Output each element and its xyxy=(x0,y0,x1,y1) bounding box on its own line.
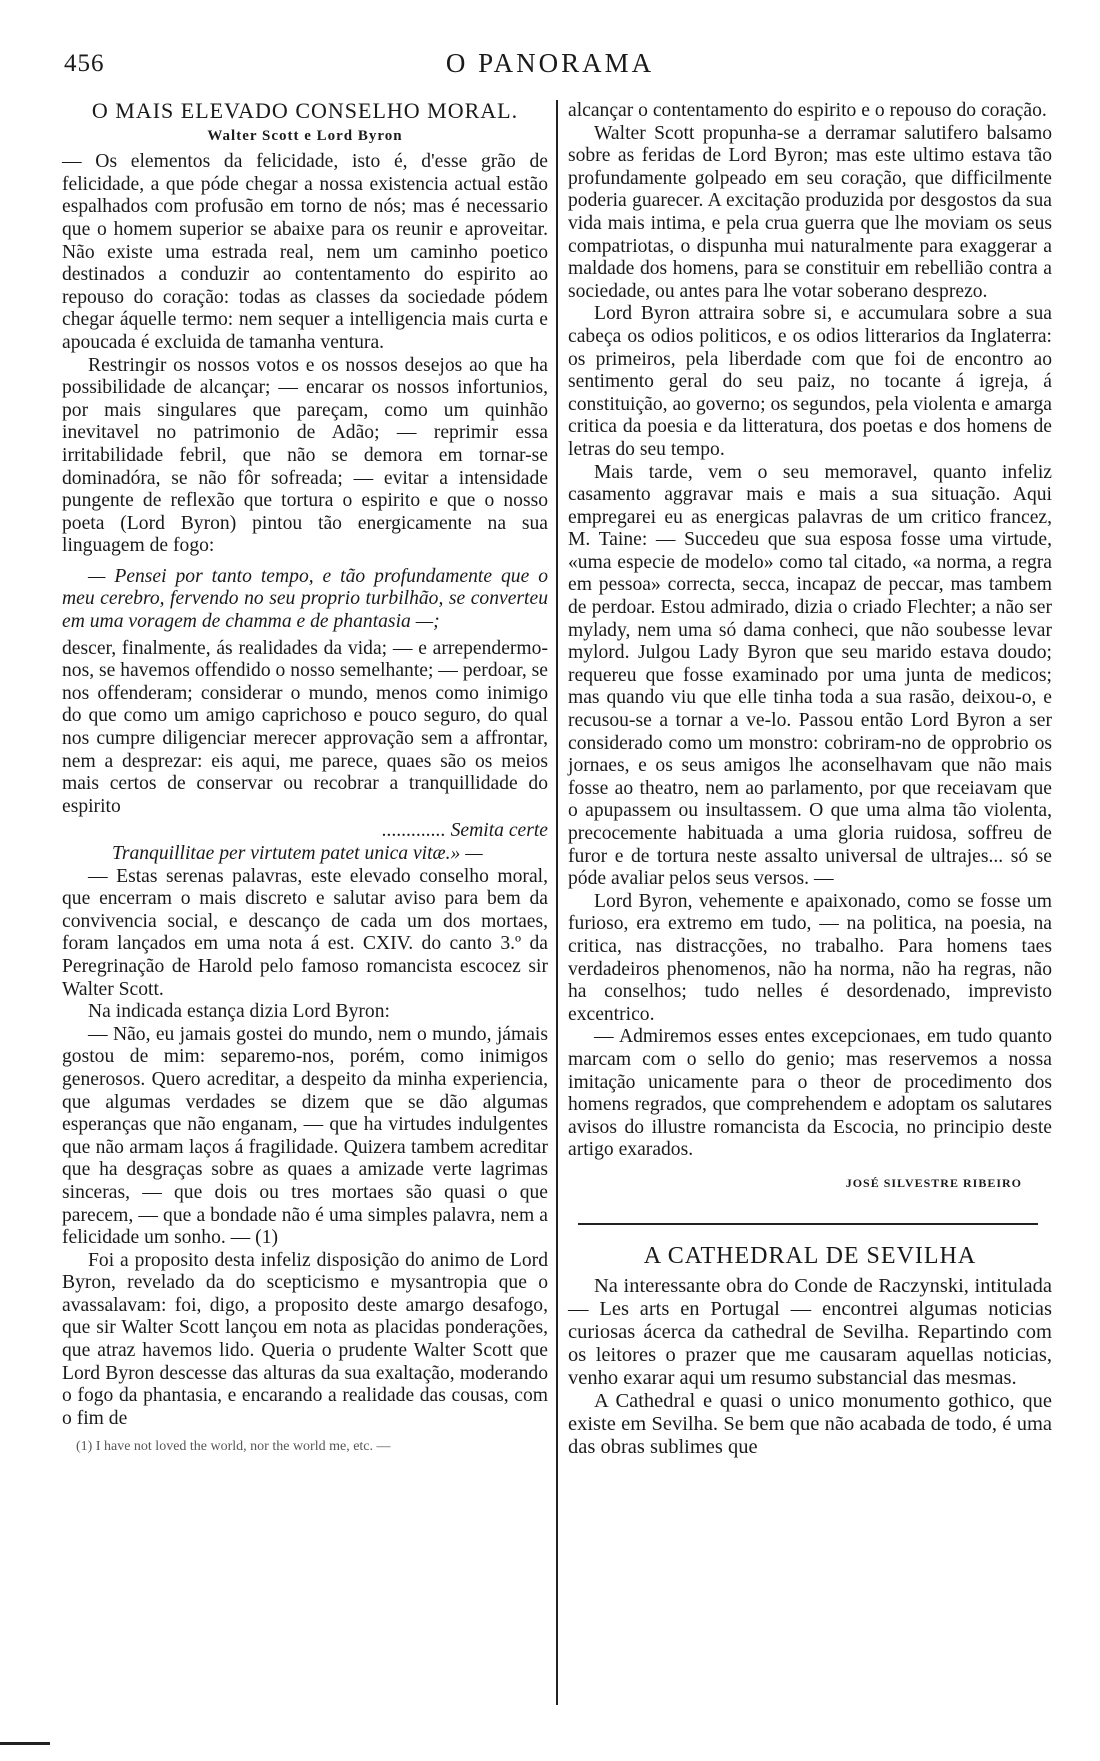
verse-quote: — Pensei por tanto tempo, e tão profundamente que o meu cerebro, fervendo no seu proprio turbilhão, se converteu em uma voragem de chamma e de phantasia —; xyxy=(62,565,548,633)
article-subtitle: Walter Scott e Lord Byron xyxy=(207,127,403,144)
paragraph: Foi a proposito desta infeliz disposição do animo de Lord Byron, revelado da do scepticismo e mysantropia que o avassalavam: foi, digo, a proposito deste amargo desafogo, que sir Walter Scott lançou em nota as placidas ponderações, que atraz havemos lido. Queria o prudente Walter Scott que Lord Byron descesse das alturas da sua exaltação, moderando o fogo da phantasia, e encarando a realidade das cousas, com o fim de xyxy=(62,1249,548,1429)
paragraph: descer, finalmente, ás realidades da vida; — e arrependermo-nos, se havemos offendido o nosso semelhante; — perdoar, se nos offenderam; considerar o mundo, menos como inimigo do que como um amigo caprichoso e pouco seguro, do qual nos cumpre diligenciar merecer approvação sem a affrontar, nem a desprezar: eis aqui, me parece, quaes são os meios mais certos de conservar ou recobrar a tranquillidade do espirito xyxy=(62,637,548,817)
journal-title: O PANORAMA xyxy=(445,48,655,78)
paragraph: Na indicada estança dizia Lord Byron: xyxy=(88,1001,390,1023)
footnote: (1) I have not loved the world, nor the world me, etc. — xyxy=(76,1439,391,1455)
paragraph: — Não, eu jamais gostei do mundo, nem o mundo, jámais gostou de mim: separemo-nos, porém, como inimigos generosos. Quero acreditar, a despeito da minha experiencia, que algumas verdades se dizem que se dão algumas esperanças que não enganam, — que ha virtudes indulgentes que não armam laços á fragilidade. Quizera tambem acreditar que ha desgraças sobre as quaes a amizade verte lagrimas sinceras, — que dois ou tres mortaes são quasi o que parecem, — que a bondade não é uma simples palavra, nem a felicidade um sonho. — (1) xyxy=(62,1023,548,1249)
paragraph: A Cathedral e quasi o unico monumento gothico, que existe em Sevilha. Se bem que não acabada de todo, é uma das obras sublimes que xyxy=(568,1390,1052,1459)
paragraph: Mais tarde, vem o seu memoravel, quanto infeliz casamento aggravar mais e mais a sua situação. Aqui empregarei eu as energicas palavras de um critico francez, M. Taine: — Succedeu que sua esposa fosse uma virtude, «uma especie de modelo» como tal citado, «a norma, a regra em pessoa» correcta, secca, incapaz de peccar, mas tambem de perdoar. Estou admirado, dizia o criado Flechter; a não ser mylady, nem uma só dama conheci, que não soubesse levar mylord. Julgou Lady Byron que seu marido estava doudo; requereu que fosse examinado por uma junta de medicos; mas quando viu que elle tinha toda a sua rasão, deixou-o, e recusou-se a tornar a ve-lo. Passou então Lord Byron a ser considerado como um monstro: cobriram-no de opprobrio os jornaes, e os seus amigos lhe aconselhavam que não mais fosse ao theatro, nem ao parlamento, por que receiavam que o apupassem ou insultassem. O que uma alma tão violenta, precocemente habituada a uma gloria ruidosa, soffreu de furor e de tortura neste assalto universal de ultrajes... só se póde avaliar pelos seus versos. — xyxy=(568,461,1052,890)
paragraph: Na interessante obra do Conde de Raczynski, intitulada — Les arts en Portugal — encontrei algumas noticias curiosas ácerca da cathedral de Sevilha. Repartindo com os leitores o prazer que me causaram aquellas noticias, venho exarar aqui um resumo substancial das mesmas. xyxy=(568,1275,1052,1390)
paragraph: Restringir os nossos votos e os nossos desejos ao que ha possibilidade de alcançar; — encarar os nossos infortunios, por mais singulares que pareçam, como um quinhão inevitavel no patrimonio de Adão; — reprimir essa irritabilidade febril, que não se demora em tornar-se dominadóra, se não fôr sofreada; — evitar a intensidade pungente de reflexão que tortura o espirito e que o nosso poeta (Lord Byron) pintou tão energicamente na sua linguagem de fogo: xyxy=(62,354,548,557)
paragraph: alcançar o contentamento do espirito e o repouso do coração. xyxy=(568,100,1047,121)
article-title: A CATHEDRAL DE SEVILHA xyxy=(643,1242,977,1269)
latin-quote-line: Tranquillitae per virtutem patet unica vitæ.» — xyxy=(112,843,483,864)
paragraph: — Admiremos esses entes excepcionaes, em tudo quanto marcam com o sello do genio; mas reservemos a nossa imitação unicamente para o theor de procedimento dos homens regrados, que comprehendem e adoptam os salutares avisos do illustre romancista da Escocia, no principio deste artigo exarados. xyxy=(568,1026,1052,1161)
section-divider xyxy=(578,1223,1038,1225)
column-rule xyxy=(556,100,558,1705)
author-signature: JOSÉ SILVESTRE RIBEIRO xyxy=(845,1175,1022,1190)
page-number: 456 xyxy=(64,50,105,77)
left-column xyxy=(62,100,548,1459)
paragraph: Lord Byron attraira sobre si, e accumulara sobre a sua cabeça os odios politicos, e os odios litterarios da Inglaterra: os primeiros, pela liberdade com que foi de encontro ao sentimento geral do seu paiz, no tocante á igreja, á constituição, ao governo; os segundos, pela violenta e amarga critica da poesia e da litteratura, dos poetas e dos homens de letras do seu tempo. xyxy=(568,303,1052,460)
paragraph: — Estas serenas palavras, este elevado conselho moral, que encerram o mais discreto e salutar aviso para bem da convivencia social, e descanço de cada um dos mortaes, foram lançados em uma nota á est. CXIV. do canto 3.º da Peregrinação de Harold pelo famoso romancista escocez sir Walter Scott. xyxy=(62,865,548,1000)
latin-quote-line: ............. Semita certe xyxy=(382,820,548,842)
paragraph: Lord Byron, vehemente e apaixonado, como se fosse um furioso, era extremo em tudo, — na politica, na poesia, na critica, nas distracções, no trabalho. Para homens taes verdadeiros phenomenos, não ha norma, não ha regras, não ha conselhos; tudo nelles é desordenado, imprevisto excentrico. xyxy=(568,890,1052,1025)
bottom-rule xyxy=(0,1742,50,1745)
right-column xyxy=(568,100,1052,1459)
article-title: O MAIS ELEVADO CONSELHO MORAL. xyxy=(91,98,519,123)
paragraph: Walter Scott propunha-se a derramar salutifero balsamo sobre as feridas de Lord Byron; mas este ultimo estava tão profundamente golpeado em seu coração, que difficilmente poderia guarecer. A excitação produzida por desgostos da sua vida mais intima, e pela crua guerra que lhe moviam os seus compatriotas, o dispunha mui naturalmente para exaggerar a maldade dos homens, para se constituir em rebellião contra a sociedade, ou antes para lhe votar soberano desprezo. xyxy=(568,122,1052,302)
paragraph: — Os elementos da felicidade, isto é, d'esse grão de felicidade, a que póde chegar a nossa existencia actual estão espalhados com profusão em torno de nós; mas é necessario que o homem superior se abaixe para os reunir e aproveitar. Não existe uma estrada real, nem um caminho poetico destinados a conduzir ao contentamento do espirito ao repouso do coração: todas as classes da sociedade pódem chegar áquelle termo: nem sequer a intelligencia mais curta e apoucada é excluida de tamanha ventura. xyxy=(62,151,548,353)
